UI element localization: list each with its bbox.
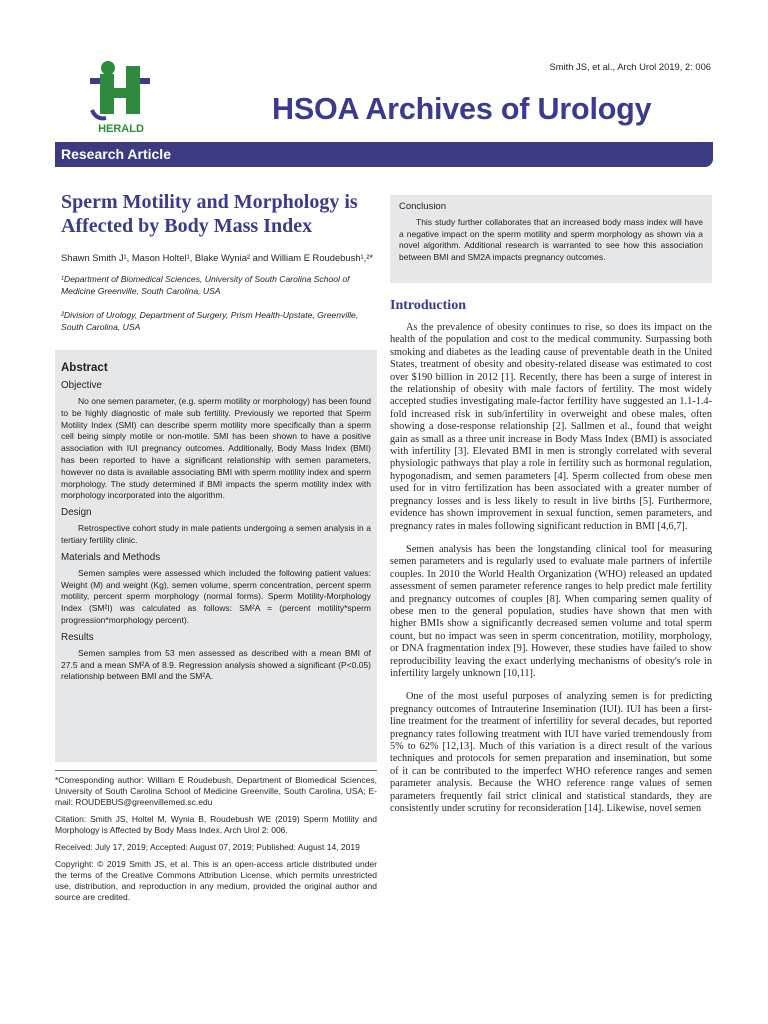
article-type-bar (55, 142, 713, 167)
intro-paragraph-3: One of the most useful purposes of analyzing semen is for predicting pregnancy outcomes of Intrauterine Insemination (IUI). IUI has been a first-line treatment for the treatment of infertility for several decades, but reported pregnancy rates following treatment with IUI have varied tremendously from 5% to 62% [12,13]. Much of this variation is a direct result of the various techniques and protocols for semen preparation and insemination, but some of it can be contributed to the imperfect WHO reference ranges and semen parameter analysis. Because the WHO reference range values of semen parameters frequently fail strict clinical and statistical standards, they are consistently under scrutiny for reconsideration [14]. Likewise, novel semen (390, 691, 712, 815)
intro-paragraph-1: As the prevalence of obesity continues to rise, so does its impact on the health of the population and cost to the medical community. Surpassing both smoking and diabetes as the leading cause of preventable death in the United States, treatment of obesity and obesity-related disease was estimated to cost over $190 billion in 2012 [1]. Recently, there has been a surge of interest in the relationship of obesity with male factors of fertility. The most widely accepted studies investigating male-factor fertility have suggested an 1.1-1.4-fold increased risk in sub/infertility in overweight and obese males, often showing a dose-response relationship [2]. Sallmen et al., found that weight gain as small as a three unit increase in Body Mass Index (BMI) is associated with infertility [3]. Elevated BMI in men is strongly correlated with several physiologic pathways that play a role in fertility such as hormonal regulation, hypogonadism, and semen parameters [4]. Sperm collected from obese men used for in vitro fertilization has been associated with a greater number of pregnancy losses and is less likely to result in live births [5]. Furthermore, evidence has shown improvement in sexual function, semen parameters, and pregnancy rates in males following significant reduction in BMI [4,6,7]. (390, 322, 712, 532)
intro-paragraph-2: Semen analysis has been the longstanding clinical tool for measuring semen parameters and is regularly used to evaluate male partners of infertile couples. In 2010 the World Health Organization (WHO) released an updated assessment of semen parameter reference ranges to help predict male fertility and pregnancy outcomes of couples [8]. When comparing semen quality of obese men to the general population, studies have shown that men with higher BMIs show a significantly decreased semen volume and total sperm count, but no impact was seen in sperm concentration, motility, morphology, or DNA fragmentation index [9]. However, these studies have failed to show reproducibility leaving the exact underlying mechanisms of obesity's role in infertility largely unknown [10,11]. (390, 543, 712, 679)
authors: Shawn Smith J¹, Mason Holtel¹, Blake Wynia² and William E Roudebush¹,²* (61, 252, 374, 263)
introduction-heading: Introduction (390, 298, 466, 313)
journal-title: HSOA Archives of Urology (272, 92, 652, 126)
herald-logo (86, 56, 156, 136)
affiliation-2: ²Division of Urology, Department of Surgery, Prism Health-Upstate, Greenville, South Carolina, USA (61, 310, 359, 332)
corresponding-author: *Corresponding author: William E Roudebush, Department of Biomedical Sciences, University of South Carolina School of Medicine Greenville, South Carolina, USA; E-mail: ROUDEBUS@greenvillemed.sc.edu (55, 775, 377, 807)
methods-text: Semen samples were assessed which included the following patient values: Weight (M) and weight (Kg), semen volume, sperm concentration, percent sperm motility, percent sperm morphology (normal forms). Sperm Motility-Morphology Index (SM²I) was calculated as follows: SM²A = (percent motility*sperm progression*morphology percent). (61, 567, 371, 625)
dates-note: Received: July 17, 2019; Accepted: August 07, 2019; Published: August 14, 2019 (55, 842, 360, 852)
conclusion-heading: Conclusion (399, 201, 446, 212)
introduction-section (390, 298, 712, 826)
design-heading: Design (61, 507, 92, 519)
copyright-note: Copyright: © 2019 Smith JS, et al. This is an open-access article distributed under the terms of the Creative Commons Attribution License, which permits unrestricted use, distribution, and reproduction in any medium, provided the original author and source are credited. (55, 859, 377, 902)
header-citation: Smith JS, et al., Arch Urol 2019, 2: 006 (549, 61, 711, 72)
abstract-box (55, 350, 377, 762)
footnotes (55, 770, 377, 909)
title-block (55, 190, 377, 333)
footnote-divider (55, 770, 377, 771)
results-text: Semen samples from 53 men assessed as described with a mean BMI of 27.5 and a mean SM²A of 8.9. Regression analysis showed a significant (P<0.05) relationship between BMI and the SM²A. (61, 647, 371, 682)
paper-title: Sperm Motility and Morphology is Affected by Body Mass Index (61, 191, 358, 237)
article-type-label: Research Article (61, 146, 171, 162)
design-text: Retrospective cohort study in male patients undergoing a semen analysis in a tertiary fertility clinic. (61, 523, 371, 545)
logo-wordmark: HERALD (98, 123, 144, 135)
affiliation-1: ¹Department of Biomedical Sciences, University of South Carolina School of Medicine Greenville, South Carolina, USA (61, 274, 350, 296)
citation-note: Citation: Smith JS, Holtel M, Wynia B, Roudebush WE (2019) Sperm Motility and Morphology is Affected by Body Mass Index. Arch Urol 2: 006. (55, 814, 377, 835)
abstract-heading: Abstract (61, 362, 108, 374)
objective-heading: Objective (61, 380, 102, 391)
conclusion-box (390, 195, 712, 283)
conclusion-text: This study further collaborates that an increased body mass index will have a negative impact on the sperm motility and sperm morphology as shown via a novel algorithm. Additional research is warranted to see how this association between BMI and SM2A impacts pregnancy outcomes. (399, 217, 703, 262)
objective-text: No one semen parameter, (e.g. sperm motility or morphology) has been found to be highly diagnostic of male sub fertility. Previously we reported that Sperm Motility Index (SMI) can describe sperm motility more specifically than a sperm cell being simply motile or non-motile. SMI has been shown to have a positive association with IUI pregnancy outcomes. Additionally, Body Mass Index (BMI) has been reported to have a significant relationship with semen parameters, however no data is available associating BMI with sperm motility index and sperm morphology. The study determined if BMI impacts the sperm motility index with morphology incorporated into the algorithm. (61, 396, 371, 501)
results-heading: Results (61, 631, 94, 643)
methods-heading: Materials and Methods (61, 551, 161, 563)
